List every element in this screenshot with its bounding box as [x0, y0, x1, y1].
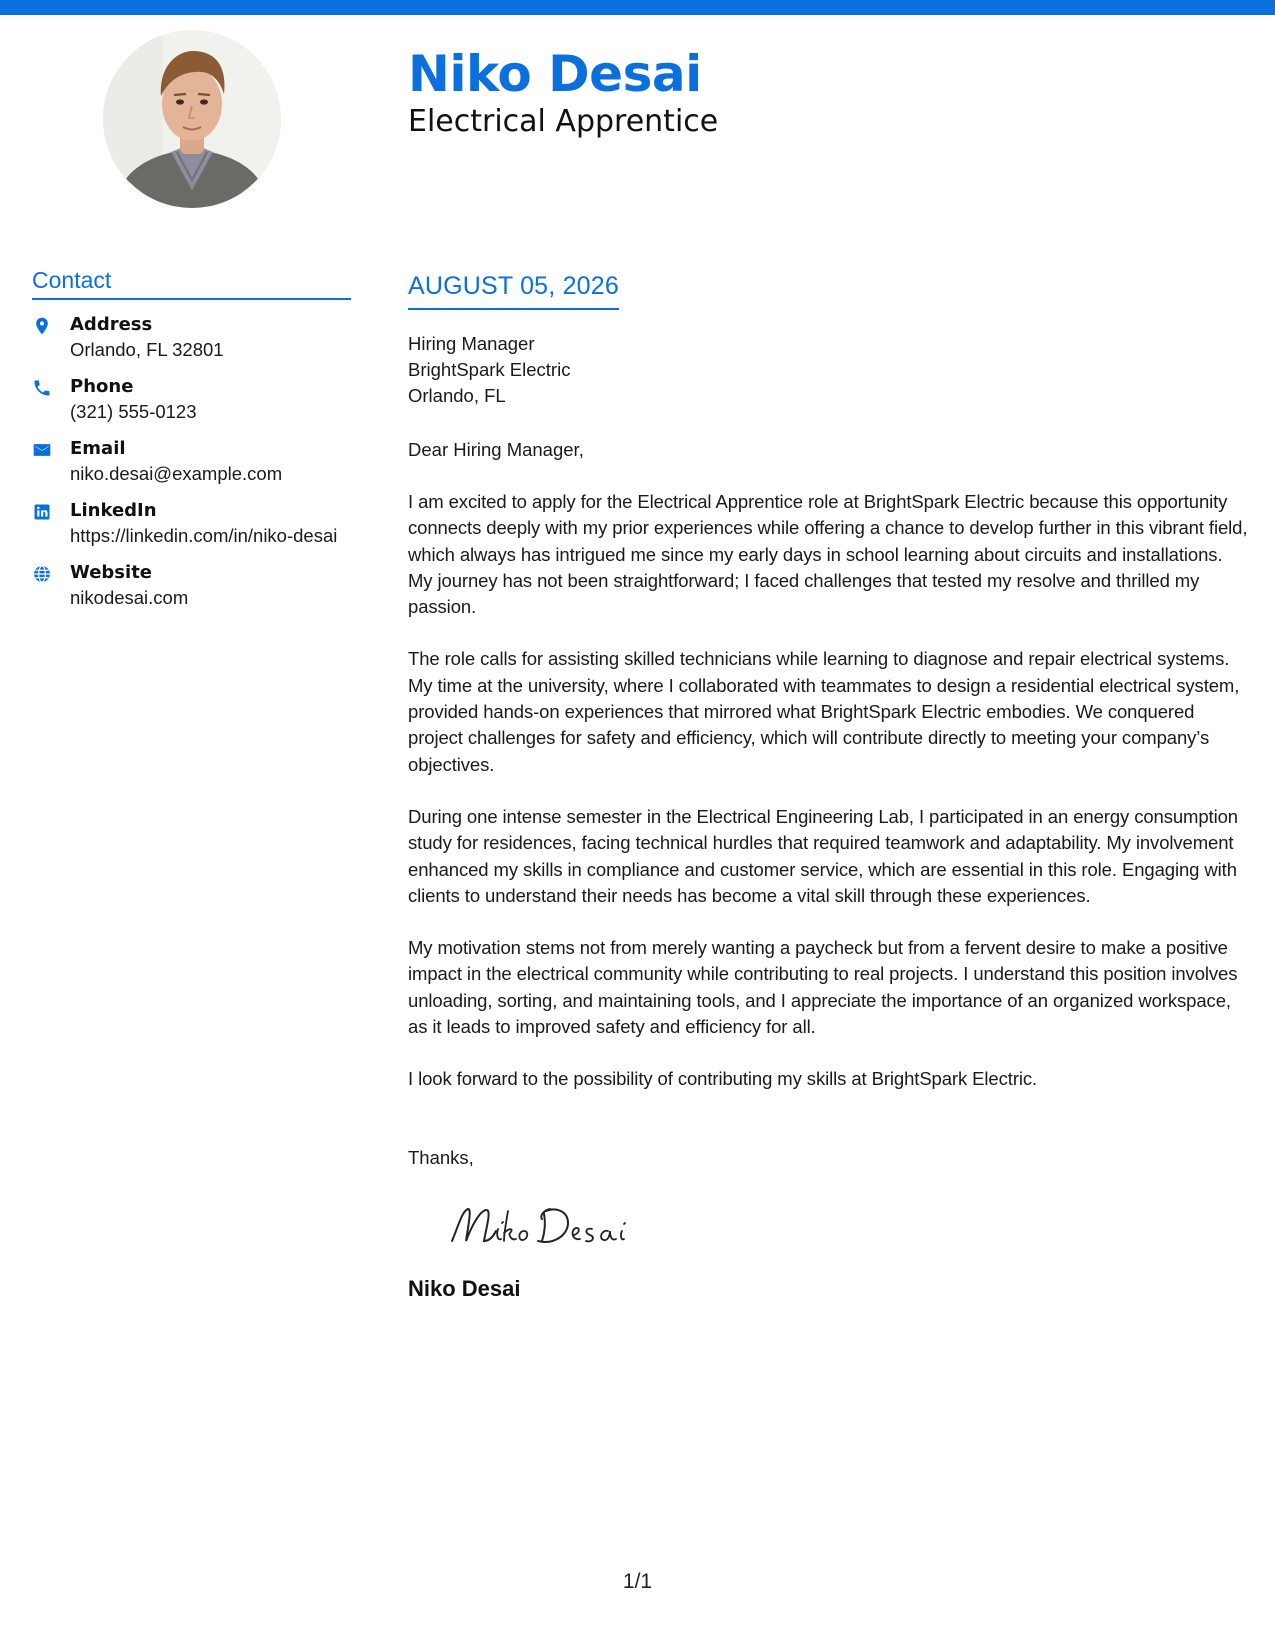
recipient-line: Orlando, FL — [408, 385, 506, 406]
contact-label-website: Website — [70, 562, 153, 583]
applicant-job-title: Electrical Apprentice — [408, 104, 719, 139]
contact-label-email: Email — [70, 438, 126, 459]
handwritten-signature — [446, 1197, 646, 1253]
contact-item-website — [32, 560, 351, 610]
recipient-block — [408, 331, 1248, 409]
letter-paragraph: The role calls for assisting skilled technicians while learning to diagnose and repair electrical systems. My time at the university, where I collaborated with teammates to design a residential electrical system, provided hands-on experiences that mirrored what BrightSpark Electric embodies. We conquered project challenges for safety and efficiency, which will contribute directly to meeting your company’s objectives. — [408, 648, 1240, 775]
applicant-name: Niko Desai — [408, 45, 702, 103]
salutation: Dear Hiring Manager, — [408, 439, 584, 460]
recipient-line: BrightSpark Electric — [408, 359, 571, 380]
recipient-line: Hiring Manager — [408, 333, 535, 354]
contact-label-linkedin: LinkedIn — [70, 500, 157, 521]
signer-name: Niko Desai — [408, 1275, 521, 1301]
letter-date: AUGUST 05, 2026 — [408, 270, 619, 310]
contact-heading: Contact — [32, 266, 351, 300]
contact-item-address — [32, 312, 351, 362]
contact-label-address: Address — [70, 314, 153, 335]
contact-sidebar — [32, 266, 351, 622]
contact-list — [32, 312, 351, 610]
contact-item-linkedin — [32, 498, 351, 548]
contact-value-email[interactable]: niko.desai@example.com — [70, 463, 283, 484]
page-number: 1/1 — [622, 1570, 653, 1593]
profile-photo — [103, 30, 281, 208]
contact-value-website[interactable]: nikodesai.com — [70, 587, 189, 608]
globe-icon — [32, 560, 70, 584]
phone-icon — [32, 374, 70, 398]
letter-paragraphs — [408, 489, 1248, 1093]
top-accent-bar — [0, 0, 1275, 15]
letter-paragraph: During one intense semester in the Electrical Engineering Lab, I participated in an energy consumption study for residences, facing technical hurdles that required teamwork and adaptability. My involvement enhanced my skills in compliance and customer service, which are essential in this role. Engaging with clients to understand their needs has become a vital skill through these experiences. — [408, 805, 1238, 906]
contact-label-phone: Phone — [70, 376, 134, 397]
contact-value-phone: (321) 555-0123 — [70, 401, 197, 422]
contact-value-linkedin[interactable]: https://linkedin.com/in/niko-desai — [70, 525, 338, 546]
linkedin-icon — [32, 498, 70, 522]
letter-paragraph: I am excited to apply for the Electrical Apprentice role at BrightSpark Electric because this opportunity connects deeply with my prior experiences while offering a chance to develop further in this vibrant field, which always has intrigued me since my early days in school learning about circuits and installations. My journey has not been straightforward; I faced challenges that tested my resolve and thrilled my passion. — [408, 491, 1248, 618]
map-pin-icon — [32, 312, 70, 336]
closing: Thanks, — [408, 1146, 474, 1168]
contact-item-email — [32, 436, 351, 486]
letter-paragraph: My motivation stems not from merely wanting a paycheck but from a fervent desire to make a positive impact in the electrical community while contributing to real projects. I understand this position involves unloading, sorting, and maintaining tools, and I appreciate the importance of an organized workspace, as it leads to improved safety and efficiency for all. — [408, 937, 1238, 1038]
contact-item-phone — [32, 374, 351, 424]
letter-body — [408, 270, 1248, 1303]
email-icon — [32, 436, 70, 460]
letter-paragraph: I look forward to the possibility of contributing my skills at BrightSpark Electric. — [408, 1068, 1038, 1090]
contact-value-address: Orlando, FL 32801 — [70, 339, 224, 360]
